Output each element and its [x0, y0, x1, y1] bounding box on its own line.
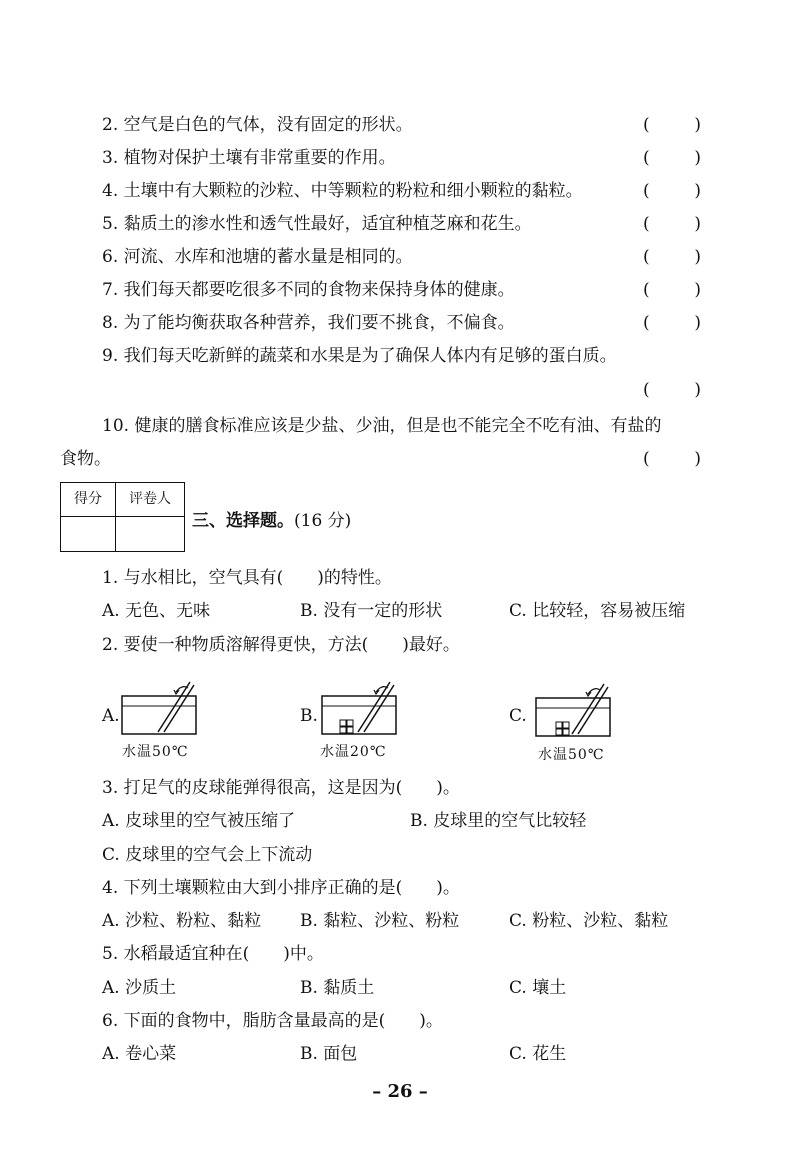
- page-number: – 26 –: [372, 1081, 428, 1102]
- q2-option-b-caption: 水温20℃: [320, 744, 387, 760]
- q2-option-c-label[interactable]: C.: [509, 706, 527, 726]
- q2-figure-c[interactable]: [532, 676, 614, 738]
- answer-paren-4[interactable]: ( ): [643, 181, 701, 201]
- q1-stem: 1. 与水相比，空气具有( )的特性。: [102, 568, 392, 588]
- q1-option-b[interactable]: B. 没有一定的形状: [300, 601, 443, 621]
- q2-stem: 2. 要使一种物质溶解得更快，方法( )最好。: [102, 635, 460, 655]
- q6-option-b[interactable]: B. 面包: [300, 1044, 358, 1064]
- q5-option-b[interactable]: B. 黏质土: [300, 978, 375, 998]
- q2-figure-a[interactable]: [118, 676, 200, 736]
- q6-stem: 6. 下面的食物中，脂肪含量最高的是( )。: [102, 1011, 443, 1031]
- q3-option-a[interactable]: A. 皮球里的空气被压缩了: [102, 811, 296, 831]
- judge-item-4: 4. 土壤中有大颗粒的沙粒、中等颗粒的粉粒和细小颗粒的黏粒。: [102, 181, 583, 201]
- answer-paren-5[interactable]: ( ): [643, 214, 701, 234]
- answer-paren-2[interactable]: ( ): [643, 115, 701, 135]
- q2-option-a-caption: 水温50℃: [122, 744, 189, 760]
- q4-option-c[interactable]: C. 粉粒、沙粒、黏粒: [509, 911, 669, 931]
- q5-option-a[interactable]: A. 沙质土: [102, 978, 177, 998]
- judge-item-9: 9. 我们每天吃新鲜的蔬菜和水果是为了确保人体内有足够的蛋白质。: [102, 346, 617, 366]
- q3-option-c[interactable]: C. 皮球里的空气会上下流动: [102, 845, 313, 865]
- judge-item-3: 3. 植物对保护土壤有非常重要的作用。: [102, 148, 396, 168]
- q4-option-a[interactable]: A. 沙粒、粉粒、黏粒: [102, 911, 262, 931]
- q1-option-a[interactable]: A. 无色、无味: [102, 601, 211, 621]
- judge-item-8: 8. 为了能均衡获取各种营养，我们要不挑食，不偏食。: [102, 313, 515, 333]
- q5-option-c[interactable]: C. 壤土: [509, 978, 567, 998]
- q6-option-a[interactable]: A. 卷心菜: [102, 1044, 177, 1064]
- grader-header: 评卷人: [129, 491, 171, 507]
- q5-stem: 5. 水稻最适宜种在( )中。: [102, 944, 324, 964]
- q6-option-c[interactable]: C. 花生: [509, 1044, 567, 1064]
- judge-item-5: 5. 黏质土的渗水性和透气性最好，适宜种植芝麻和花生。: [102, 214, 532, 234]
- q3-stem: 3. 打足气的皮球能弹得很高，这是因为( )。: [102, 778, 460, 798]
- q2-option-b-label[interactable]: B.: [300, 706, 318, 726]
- q3-option-b[interactable]: B. 皮球里的空气比较轻: [410, 811, 587, 831]
- answer-paren-9[interactable]: ( ): [643, 380, 701, 400]
- section-3-title: 三、选择题。(16 分): [192, 511, 352, 531]
- score-header: 得分: [74, 491, 102, 507]
- answer-paren-3[interactable]: ( ): [643, 148, 701, 168]
- judge-item-6: 6. 河流、水库和池塘的蓄水量是相同的。: [102, 247, 413, 267]
- answer-paren-7[interactable]: ( ): [643, 280, 701, 300]
- q2-option-a-label[interactable]: A.: [102, 706, 120, 726]
- answer-paren-8[interactable]: ( ): [643, 313, 701, 333]
- judge-item-2: 2. 空气是白色的气体，没有固定的形状。: [102, 115, 413, 135]
- q4-option-b[interactable]: B. 黏粒、沙粒、粉粒: [300, 911, 460, 931]
- judge-item-10-line1: 10. 健康的膳食标准应该是少盐、少油，但是也不能完全不吃有油、有盐的: [102, 416, 662, 436]
- judge-item-7: 7. 我们每天都要吃很多不同的食物来保持身体的健康。: [102, 280, 515, 300]
- judge-item-10-line2: 食物。: [60, 449, 111, 469]
- score-table: [60, 482, 185, 552]
- answer-paren-6[interactable]: ( ): [643, 247, 701, 267]
- q4-stem: 4. 下列土壤颗粒由大到小排序正确的是( )。: [102, 878, 460, 898]
- answer-paren-10[interactable]: ( ): [643, 449, 701, 469]
- q1-option-c[interactable]: C. 比较轻，容易被压缩: [509, 601, 686, 621]
- q2-option-c-caption: 水温50℃: [538, 747, 605, 763]
- q2-figure-b[interactable]: [318, 676, 400, 736]
